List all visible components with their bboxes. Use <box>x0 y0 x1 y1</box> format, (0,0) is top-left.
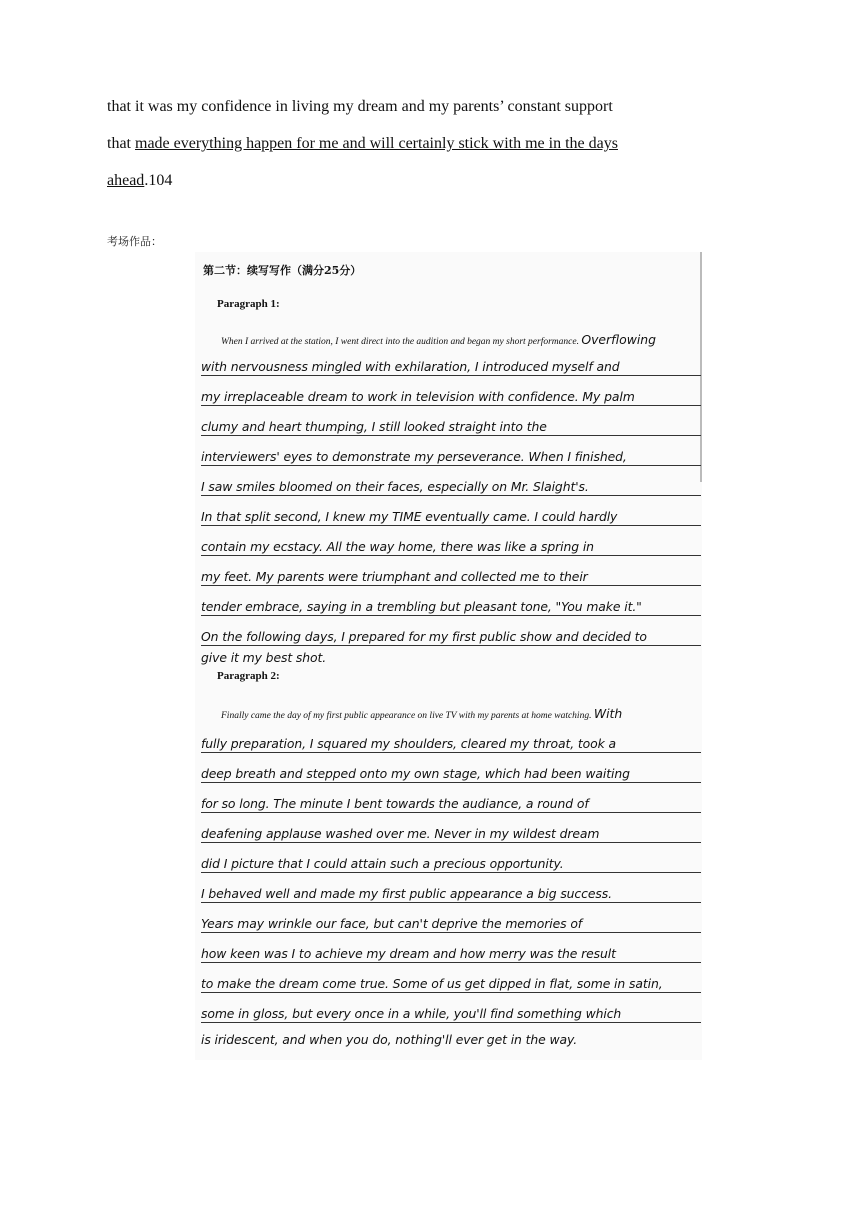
paragraph-1-first-sentence: When I arrived at the station, I went direct into the audition and began my short performance. Overflowing <box>221 332 657 347</box>
intro-line-2-plain: that <box>107 135 135 152</box>
intro-line-2-underlined: made everything happen for me and will certainly stick with me in the days <box>135 135 618 152</box>
paragraph-1-line-3: my irreplaceable dream to work in television with confidence. My palm <box>201 389 701 406</box>
paragraph-1-line-1: Overflowing <box>581 332 657 347</box>
intro-line-1: that it was my confidence in living my dream and my parents’ constant support <box>107 98 613 115</box>
paragraph-1-line-6: I saw smiles bloomed on their faces, especially on Mr. Slaight's. <box>201 479 701 496</box>
paragraph-1-line-5: interviewers' eyes to demonstrate my perseverance. When I finished, <box>201 449 701 466</box>
paragraph-1-line-2: with nervousness mingled with exhilaration, I introduced myself and <box>201 359 701 376</box>
paragraph-1-line-11: On the following days, I prepared for my first public show and decided to <box>201 629 701 646</box>
handwritten-scan <box>195 252 702 1060</box>
exam-work-caption: 考场作品： <box>107 235 162 248</box>
paragraph-2-first-sentence: Finally came the day of my first public appearance on live TV with my parents at home watching. With <box>221 706 623 721</box>
paragraph-2-line-4: for so long. The minute I bent towards the audiance, a round of <box>201 796 701 813</box>
paragraph-1-label: Paragraph 1: <box>217 298 280 310</box>
paragraph-1-line-8: contain my ecstacy. All the way home, there was like a spring in <box>201 539 701 556</box>
paragraph-2-line-5: deafening applause washed over me. Never in my wildest dream <box>201 826 701 843</box>
paragraph-2-line-8: Years may wrinkle our face, but can't deprive the memories of <box>201 916 701 933</box>
intro-line-3 <box>107 162 754 199</box>
paragraph-2-line-2: fully preparation, I squared my shoulders, cleared my throat, took a <box>201 736 701 753</box>
paragraph-2-line-12: is iridescent, and when you do, nothing'll ever get in the way. <box>201 1032 578 1047</box>
paragraph-2-line-11: some in gloss, but every once in a while, you'll find something which <box>201 1006 701 1023</box>
intro-line-3-suffix: .104 <box>144 172 173 189</box>
intro-paragraph <box>107 88 754 199</box>
paragraph-1-line-12: give it my best shot. <box>201 650 327 665</box>
paragraph-1-line-4: clumy and heart thumping, I still looked straight into the <box>201 419 701 436</box>
paragraph-1-line-10: tender embrace, saying in a trembling but pleasant tone, "You make it." <box>201 599 701 616</box>
paragraph-2-line-9: how keen was I to achieve my dream and how merry was the result <box>201 946 701 963</box>
paragraph-2-line-1: With <box>593 706 623 721</box>
paragraph-2-line-6: did I picture that I could attain such a precious opportunity. <box>201 856 701 873</box>
paragraph-2-line-7: I behaved well and made my first public appearance a big success. <box>201 886 701 903</box>
paragraph-2-line-10: to make the dream come true. Some of us get dipped in flat, some in satin, <box>201 976 701 993</box>
paragraph-2-label: Paragraph 2: <box>217 670 280 682</box>
scan-title: 第二节：续写写作（满分25分） <box>203 264 362 277</box>
paragraph-1-line-9: my feet. My parents were triumphant and collected me to their <box>201 569 701 586</box>
paragraph-1-line-7: In that split second, I knew my TIME eventually came. I could hardly <box>201 509 701 526</box>
intro-line-3-underlined: ahead <box>107 172 145 189</box>
paragraph-2-line-3: deep breath and stepped onto my own stage, which had been waiting <box>201 766 701 783</box>
intro-line-2 <box>107 125 754 162</box>
